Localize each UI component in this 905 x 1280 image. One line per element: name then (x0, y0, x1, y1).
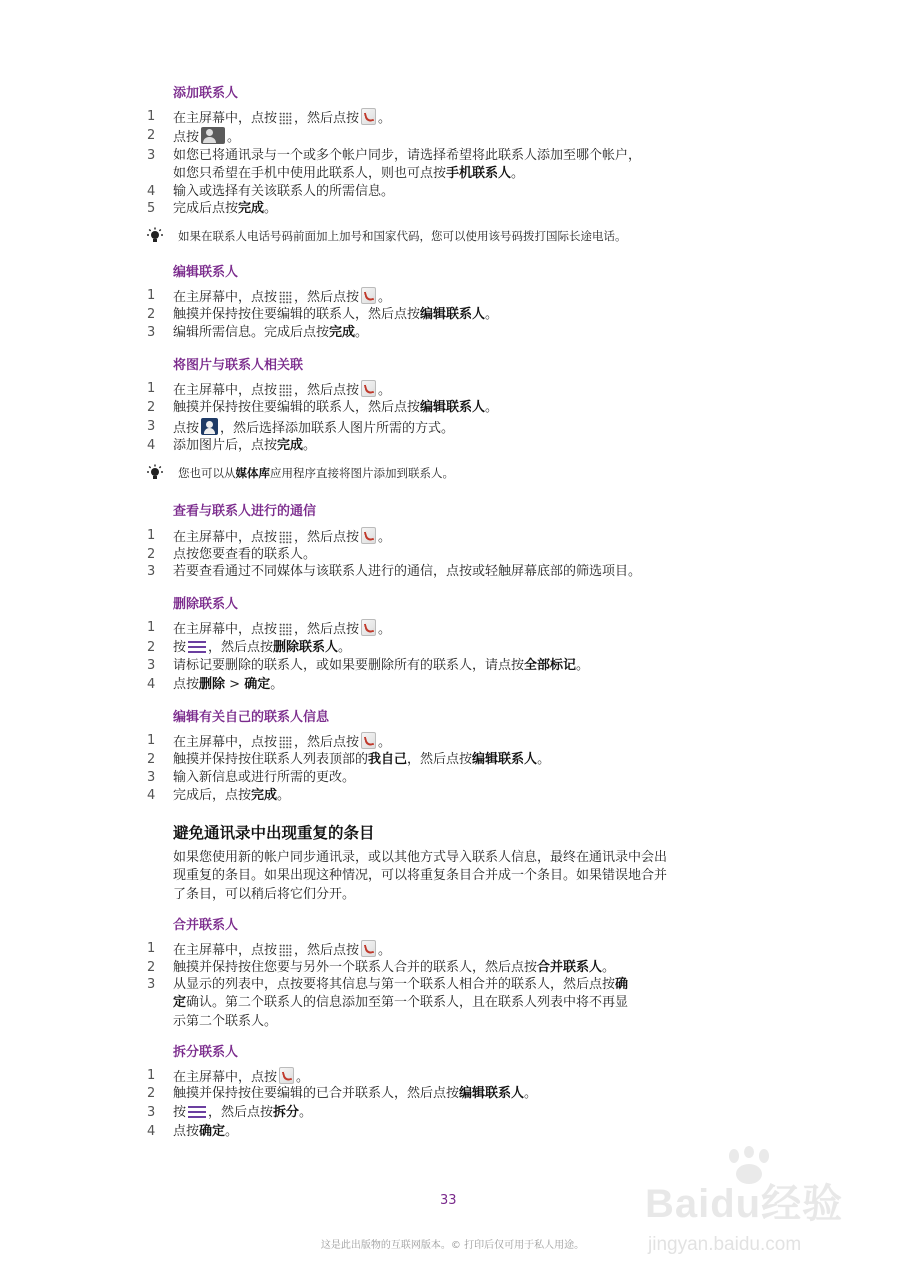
step-text: 触摸并保持按住要编辑的联系人，然后点按 (173, 400, 421, 415)
step-text: 若要查看通过不同媒体与该联系人进行的通信，点按或轻触屏幕底部的筛选项目。 (173, 564, 642, 579)
step-text: 。 (511, 166, 525, 182)
baidu-watermark (640, 1150, 870, 1270)
paragraph-line: 了条目，可以稍后将它们分开。 (173, 886, 356, 902)
step-text: 如您已将通讯录与一个或多个帐户同步，请选择希望将此联系人添加至哪个帐户， (173, 148, 642, 163)
step-text: ，然后选择添加联系人图片所需的方式。 (220, 421, 455, 436)
apps-grid-icon (279, 736, 292, 749)
step-emphasis: 合并联系人 (537, 960, 603, 975)
tip-text: 应用程序直接将图片添加到联系人。 (270, 466, 454, 480)
step-number: 3 (147, 148, 156, 163)
step-text: ，然后点按 (294, 290, 360, 305)
phone-icon (279, 1067, 294, 1084)
step-text: 触摸并保持按住您要与另外一个联系人合并的联系人，然后点按 (173, 960, 538, 975)
step-text: 。 (602, 960, 616, 975)
step-emphasis: 确定 (244, 677, 271, 692)
paragraph-line: 如果您使用新的帐户同步通讯录，或以其他方式导入联系人信息，最终在通讯录中会出 (173, 850, 668, 865)
step-number: 1 (147, 528, 156, 543)
step-text: 。 (270, 677, 284, 692)
step-text: 在主屏幕中，点按 (173, 622, 278, 637)
step-text: 完成后点按 (173, 201, 239, 216)
step-emphasis: 删除联系人 (273, 640, 339, 655)
phone-icon (361, 108, 376, 125)
step-number: 2 (147, 1086, 156, 1101)
section-title-contact-picture: 将图片与联系人相关联 (173, 358, 304, 373)
tip-text: 如果在联系人电话号码前面加上加号和国家代码，您可以使用该号码拨打国际长途电话。 (178, 229, 627, 243)
step-number: 1 (147, 381, 156, 396)
step-number: 2 (147, 128, 156, 143)
step-text: 示第二个联系人。 (173, 1013, 278, 1029)
step-number: 4 (147, 184, 156, 199)
step-text: 。 (225, 1124, 239, 1139)
step-text: ，然后点按 (294, 530, 360, 545)
step-emphasis: 完成 (251, 788, 278, 803)
step-text: 点按 (173, 1124, 200, 1139)
step-number: 2 (147, 640, 156, 655)
tip-emphasis: 媒体库 (235, 466, 270, 480)
step-emphasis: 完成 (277, 438, 304, 453)
lightbulb-icon (146, 464, 164, 482)
step-emphasis: 确定 (199, 1124, 226, 1139)
step-text: ，然后点按 (208, 640, 274, 655)
step-number: 5 (147, 201, 156, 216)
step-text: 在主屏幕中，点按 (173, 1070, 278, 1085)
watermark-logo: Baidu经验 (645, 1182, 844, 1226)
step-text: 输入或选择有关该联系人的所需信息。 (173, 184, 395, 199)
step-text: 在主屏幕中，点按 (173, 530, 278, 545)
step-text: 从显示的列表中，点按要将其信息与第一个联系人相合并的联系人，然后点按 (173, 977, 616, 992)
step-text: 在主屏幕中，点按 (173, 290, 278, 305)
step-number: 4 (147, 677, 156, 692)
step-number: 3 (147, 770, 156, 785)
step-text: 输入新信息或进行所需的更改。 (173, 770, 356, 785)
step-text: > (225, 677, 245, 692)
step-text: 。 (303, 438, 317, 453)
section-title-edit-myself: 编辑有关自己的联系人信息 (173, 710, 330, 725)
step-text: 。 (277, 788, 291, 803)
step-text: 完成后，点按 (173, 788, 252, 803)
apps-grid-icon (279, 944, 292, 957)
step-text: 。 (378, 111, 392, 126)
step-text: 触摸并保持按住要编辑的联系人，然后点按 (173, 307, 421, 322)
step-number: 3 (147, 658, 156, 673)
step-text: ，然后点按 (407, 752, 473, 767)
step-number: 1 (147, 620, 156, 635)
footer-notice: 这是此出版物的互联网版本。© 打印后仅可用于私人用途。 (320, 1240, 585, 1251)
step-text: 。 (296, 1070, 310, 1085)
step-text: 触摸并保持按住联系人列表顶部的 (173, 752, 369, 767)
step-number: 4 (147, 788, 156, 803)
step-text: 点按 (173, 421, 200, 436)
section-title-view-communication: 查看与联系人进行的通信 (173, 504, 317, 519)
step-text: 添加图片后，点按 (173, 438, 278, 453)
step-text: 。 (576, 658, 590, 673)
step-text: ，然后点按 (294, 383, 360, 398)
step-emphasis: 拆分 (273, 1105, 300, 1120)
step-text: 。 (485, 307, 499, 322)
step-text: ，然后点按 (208, 1105, 274, 1120)
section-title-delete-contact: 删除联系人 (173, 597, 239, 612)
step-emphasis: 全部标记 (524, 658, 577, 673)
apps-grid-icon (279, 531, 292, 544)
apps-grid-icon (279, 384, 292, 397)
step-text: 请标记要删除的联系人，或如果要删除所有的联系人，请点按 (173, 658, 525, 673)
step-text: 。 (378, 530, 392, 545)
step-text: 按 (173, 640, 187, 655)
step-text: ，然后点按 (294, 943, 360, 958)
step-text: 在主屏幕中，点按 (173, 383, 278, 398)
step-number: 3 (147, 419, 156, 434)
watermark-url: jingyan.baidu.com (648, 1234, 802, 1255)
apps-grid-icon (279, 623, 292, 636)
step-text: 按 (173, 1105, 187, 1120)
section-title-avoid-duplicates: 避免通讯录中出现重复的条目 (173, 824, 375, 842)
phone-icon (361, 732, 376, 749)
step-number: 3 (147, 1105, 156, 1120)
step-text: 。 (378, 383, 392, 398)
step-number: 2 (147, 547, 156, 562)
section-title-merge-contacts: 合并联系人 (173, 918, 239, 933)
phone-icon (361, 619, 376, 636)
phone-icon (361, 380, 376, 397)
step-text: 触摸并保持按住要编辑的已合并联系人，然后点按 (173, 1086, 460, 1101)
step-number: 2 (147, 307, 156, 322)
step-text: ，然后点按 (294, 735, 360, 750)
step-number: 1 (147, 1068, 156, 1083)
step-number: 2 (147, 960, 156, 975)
step-text: 在主屏幕中，点按 (173, 111, 278, 126)
step-emphasis: 编辑联系人 (420, 400, 486, 415)
step-emphasis: 编辑联系人 (472, 752, 538, 767)
step-emphasis: 完成 (238, 201, 265, 216)
step-text: 如您只希望在手机中使用此联系人，则也可点按 (173, 166, 447, 182)
step-emphasis: 我自己 (368, 752, 408, 767)
step-number: 2 (147, 400, 156, 415)
step-emphasis: 确 (615, 977, 629, 992)
lightbulb-icon (146, 227, 164, 245)
step-text: 。 (264, 201, 278, 216)
section-title-add-contact: 添加联系人 (173, 86, 239, 101)
step-emphasis: 删除 (199, 677, 226, 692)
step-text: 。 (299, 1105, 313, 1120)
step-emphasis: 编辑联系人 (459, 1086, 525, 1101)
apps-grid-icon (279, 291, 292, 304)
step-number: 1 (147, 109, 156, 124)
step-emphasis: 手机联系人 (446, 166, 512, 182)
step-text: 。 (524, 1086, 538, 1101)
page-number: 33 (440, 1193, 457, 1208)
paragraph-line: 现重复的条目。如果出现这种情况，可以将重复条目合并成一个条目。如果错误地合并 (173, 868, 668, 884)
step-number: 3 (147, 564, 156, 579)
phone-icon (361, 527, 376, 544)
step-text: 。 (378, 622, 392, 637)
step-emphasis: 编辑联系人 (420, 307, 486, 322)
step-text: 编辑所需信息。完成后点按 (173, 325, 330, 340)
phone-icon (361, 287, 376, 304)
step-text: 在主屏幕中，点按 (173, 943, 278, 958)
step-text: 。 (485, 400, 499, 415)
step-text: 。 (537, 752, 551, 767)
add-contact-icon (201, 127, 225, 144)
picture-icon (201, 418, 218, 435)
step-number: 4 (147, 1124, 156, 1139)
section-title-edit-contact: 编辑联系人 (173, 265, 239, 280)
step-text: ，然后点按 (294, 622, 360, 637)
step-text: 点按 (173, 130, 200, 145)
menu-icon (188, 1105, 206, 1119)
duplicates-paragraph (173, 849, 667, 904)
step-emphasis: 定 (173, 995, 187, 1011)
step-text: 。 (378, 735, 392, 750)
section-title-split-contacts: 拆分联系人 (173, 1045, 239, 1060)
step-text: 点按您要查看的联系人。 (173, 547, 317, 562)
step-text: 。 (227, 130, 241, 145)
step-text: 在主屏幕中，点按 (173, 735, 278, 750)
menu-icon (188, 640, 206, 654)
step-number: 1 (147, 941, 156, 956)
step-number: 3 (147, 977, 156, 992)
phone-icon (361, 940, 376, 957)
step-text: 。 (355, 325, 369, 340)
apps-grid-icon (279, 112, 292, 125)
step-text: 。 (338, 640, 352, 655)
step-text: 。 (378, 290, 392, 305)
step-number: 2 (147, 752, 156, 767)
step-number: 1 (147, 733, 156, 748)
step-emphasis: 完成 (329, 325, 356, 340)
step-number: 3 (147, 325, 156, 340)
tip-text: 您也可以从 (178, 466, 236, 480)
step-text: 。 (378, 943, 392, 958)
step-text: 点按 (173, 677, 200, 692)
step-number: 1 (147, 288, 156, 303)
step-text: 确认。第二个联系人的信息添加至第一个联系人，且在联系人列表中将不再显 (186, 995, 629, 1011)
step-number: 4 (147, 438, 156, 453)
step-text: ，然后点按 (294, 111, 360, 126)
